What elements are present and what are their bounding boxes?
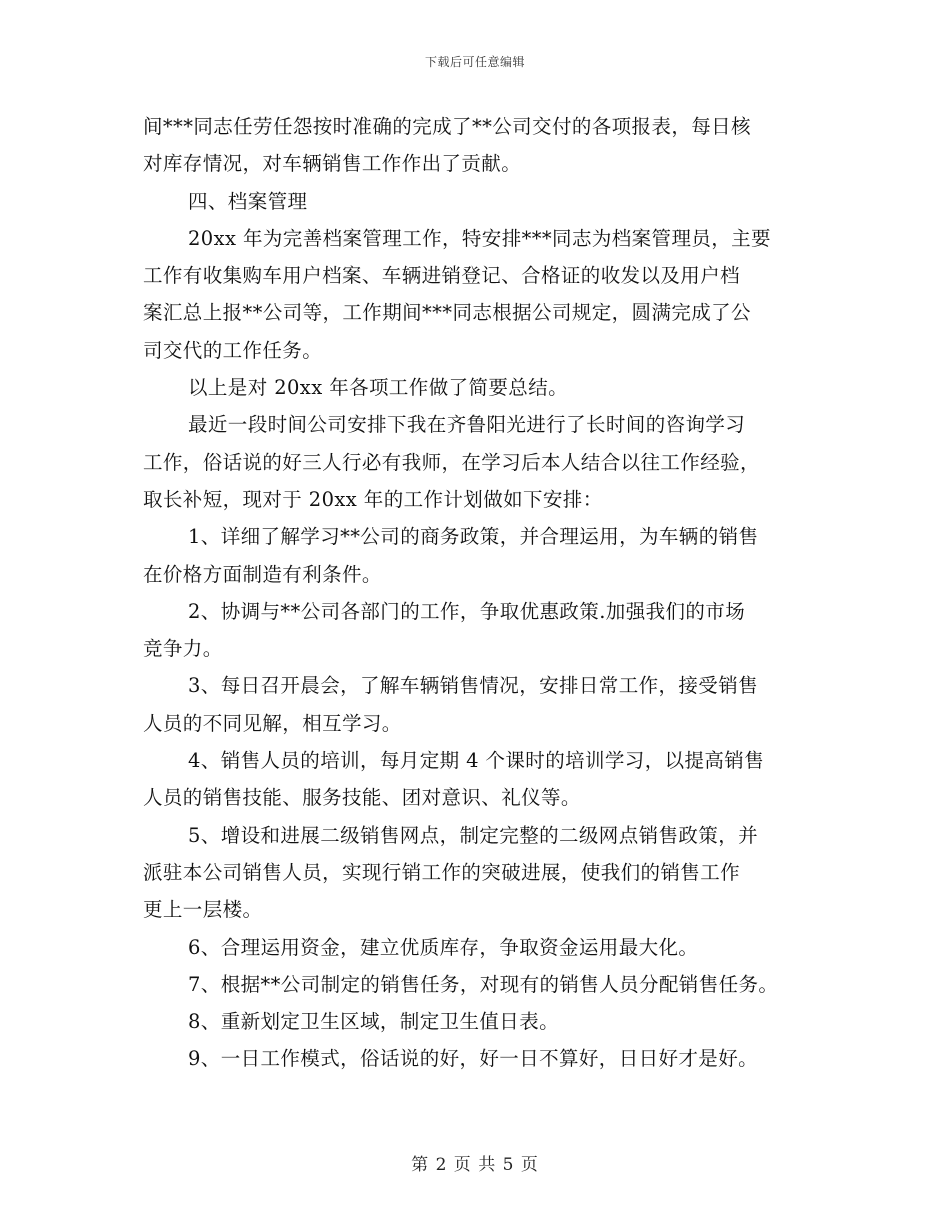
text-line: 工作有收集购车用户档案、车辆进销登记、合格证的收发以及用户档 xyxy=(143,264,741,288)
text-line: 4、销售人员的培训，每月定期 4 个课时的培训学习，以提高销售 xyxy=(188,749,765,773)
text-line: 7、根据**公司制定的销售任务，对现有的销售人员分配销售任务。 xyxy=(188,972,779,996)
text-line: 8、重新划定卫生区域，制定卫生值日表。 xyxy=(188,1010,560,1034)
text-line: 更上一层楼。 xyxy=(143,898,263,922)
text-line: 20xx 年为完善档案管理工作，特安排***同志为档案管理员，主要 xyxy=(188,226,771,250)
text-line: 人员的销售技能、服务技能、团对意识、礼仪等。 xyxy=(143,786,581,810)
text-line: 3、每日召开晨会，了解车辆销售情况，安排日常工作，接受销售 xyxy=(188,674,759,698)
text-line: 6、合理运用资金，建立优质库存，争取资金运用最大化。 xyxy=(188,935,699,959)
text-line: 对库存情况，对车辆销售工作作出了贡献。 xyxy=(143,152,522,176)
text-line: 工作，俗话说的好三人行必有我师，在学习后本人结合以往工作经验， xyxy=(143,450,760,474)
page-number-footer: 第 2 页 共 5 页 xyxy=(411,1155,539,1175)
text-line: 间***同志任劳任怨按时准确的完成了**公司交付的各项报表，每日核 xyxy=(143,115,751,138)
text-line: 竞争力。 xyxy=(143,637,223,661)
text-line: 1、详细了解学习**公司的商务政策，并合理运用，为车辆的销售 xyxy=(188,525,759,549)
text-line: 司交代的工作任务。 xyxy=(143,338,323,362)
text-line: 9、一日工作模式，俗话说的好，好一日不算好，日日好才是好。 xyxy=(188,1047,759,1071)
text-line: 四、档案管理 xyxy=(188,189,308,213)
text-line: 5、增设和进展二级销售网点，制定完整的二级网点销售政策，并 xyxy=(188,823,759,847)
text-line: 人员的不同见解，相互学习。 xyxy=(143,711,402,735)
text-line: 案汇总上报**公司等，工作期间***同志根据公司规定，圆满完成了公 xyxy=(143,301,751,325)
text-line: 以上是对 20xx 年各项工作做了简要总结。 xyxy=(188,376,569,400)
text-line: 派驻本公司销售人员，实现行销工作的突破进展，使我们的销售工作 xyxy=(143,860,741,884)
text-line: 2、协调与**公司各部门的工作，争取优惠政策.加强我们的市场 xyxy=(188,599,746,623)
page-header: 下载后可任意编辑 xyxy=(424,55,525,69)
text-line: 最近一段时间公司安排下我在齐鲁阳光进行了长时间的咨询学习 xyxy=(188,413,746,437)
document-body xyxy=(143,108,833,1078)
text-line: 在价格方面制造有利条件。 xyxy=(143,562,382,586)
text-line: 取长补短，现对于 20xx 年的工作计划做如下安排： xyxy=(143,487,603,511)
